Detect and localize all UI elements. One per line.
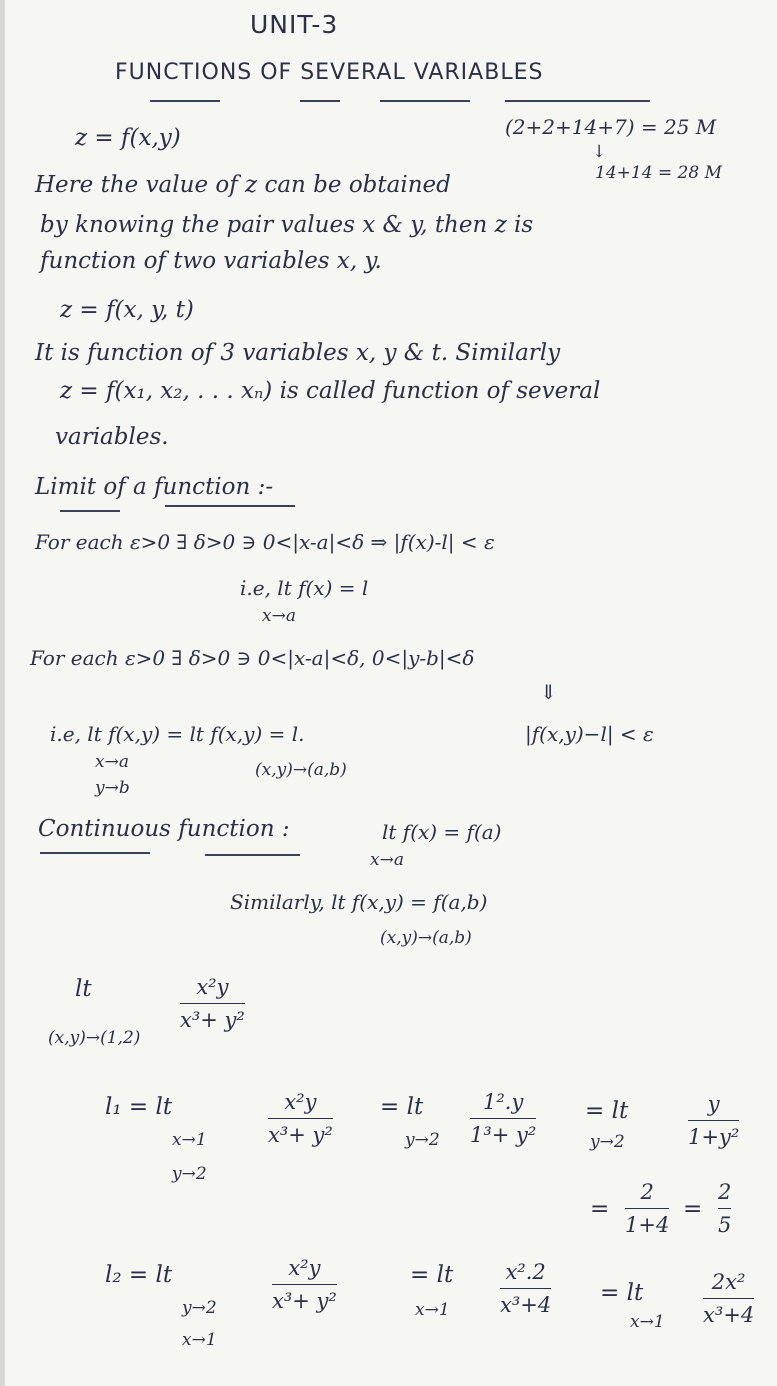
l2-fraction-3: 2x² x³+4	[703, 1270, 755, 1327]
l2-label: l₂ = lt	[105, 1262, 173, 1288]
l2-fraction-1: x²y x³+ y²	[272, 1256, 337, 1313]
equation-z-xyt: z = f(x, y, t)	[60, 297, 194, 323]
limit-subscript: x→a	[370, 850, 404, 870]
title-underline	[505, 100, 650, 102]
implies-arrow: ⇓	[540, 680, 557, 704]
l1-fraction-1: x²y x³+ y²	[268, 1090, 333, 1147]
text-line: It is function of 3 variables x, y & t. Similarly	[35, 340, 561, 366]
limit-result: |f(x,y)−l| < ε	[525, 722, 654, 746]
limit-subscript: (x,y)→(1,2)	[48, 1028, 141, 1048]
text-line: variables.	[55, 424, 169, 450]
page-edge	[0, 0, 5, 1386]
limit-subscript: x→a	[262, 606, 296, 626]
text-line: Here the value of z can be obtained	[35, 172, 451, 198]
limit-subscript: x→1	[172, 1130, 207, 1150]
section-heading-limit: Limit of a function :-	[35, 474, 274, 500]
unit-heading: UNIT-3	[250, 10, 339, 39]
margin-calc-2: 14+14 = 28 M	[595, 163, 723, 183]
title-underline	[380, 100, 470, 102]
limit-subscript: x→1	[630, 1312, 665, 1332]
example-lt: lt	[75, 976, 92, 1002]
text-line: z = f(x₁, x₂, . . . xₙ) is called function of several	[60, 378, 601, 404]
limit-ie-1: i.e, lt f(x) = l	[240, 576, 369, 600]
l2-fraction-2: x².2 x³+4	[500, 1260, 552, 1317]
page-title: FUNCTIONS OF SEVERAL VARIABLES	[115, 60, 544, 85]
limit-subscript: y→2	[405, 1130, 440, 1150]
l1-fraction-2: 1².y 1³+ y²	[470, 1090, 537, 1147]
continuity-two-var: Similarly, lt f(x,y) = f(a,b)	[230, 890, 488, 914]
section-heading-continuous: Continuous function :	[38, 816, 290, 842]
title-underline	[150, 100, 220, 102]
l1-fraction-4: 2 1+4	[625, 1180, 670, 1237]
l1-fraction-3: y 1+y²	[688, 1092, 740, 1149]
limit-definition-1: For each ε>0 ∃ δ>0 ∋ 0<|x-a|<δ ⇒ |f(x)-l| < ε	[35, 530, 495, 554]
heading-underline	[60, 510, 120, 512]
limit-subscript: x→a	[95, 752, 129, 772]
text-line: function of two variables x, y.	[40, 248, 382, 274]
equation-z-xy: z = f(x,y)	[75, 125, 181, 151]
title-underline	[300, 100, 340, 102]
limit-subscript: y→2	[172, 1164, 207, 1184]
limit-subscript: x→1	[415, 1300, 450, 1320]
equals: =	[683, 1196, 703, 1222]
limit-subscript: y→2	[590, 1132, 625, 1152]
heading-underline	[205, 854, 300, 856]
limit-definition-2: For each ε>0 ∃ δ>0 ∋ 0<|x-a|<δ, 0<|y-b|<δ	[30, 646, 475, 670]
limit-ie-2: i.e, lt f(x,y) = lt f(x,y) = l.	[50, 722, 305, 746]
heading-underline	[165, 505, 295, 507]
limit-subscript: x→1	[182, 1330, 217, 1350]
example-fraction: x²y x³+ y²	[180, 975, 245, 1032]
l1-fraction-5: 2 5	[718, 1180, 732, 1237]
equals: =	[590, 1196, 610, 1222]
margin-arrow: ↓	[592, 142, 607, 162]
l1-equals-lt: = lt	[380, 1094, 424, 1120]
text-line: by knowing the pair values x & y, then z is	[40, 212, 534, 238]
limit-subscript: (x,y)→(a,b)	[255, 760, 347, 780]
l2-equals-lt: = lt	[410, 1262, 454, 1288]
margin-calc-1: (2+2+14+7) = 25 M	[505, 115, 717, 139]
continuity-equation: lt f(x) = f(a)	[382, 820, 502, 844]
limit-subscript: y→2	[182, 1298, 217, 1318]
l1-label: l₁ = lt	[105, 1094, 173, 1120]
l2-equals-lt: = lt	[600, 1280, 644, 1306]
limit-subscript: (x,y)→(a,b)	[380, 928, 472, 948]
limit-subscript: y→b	[95, 778, 130, 798]
heading-underline	[40, 852, 150, 854]
l1-equals-lt: = lt	[585, 1098, 629, 1124]
